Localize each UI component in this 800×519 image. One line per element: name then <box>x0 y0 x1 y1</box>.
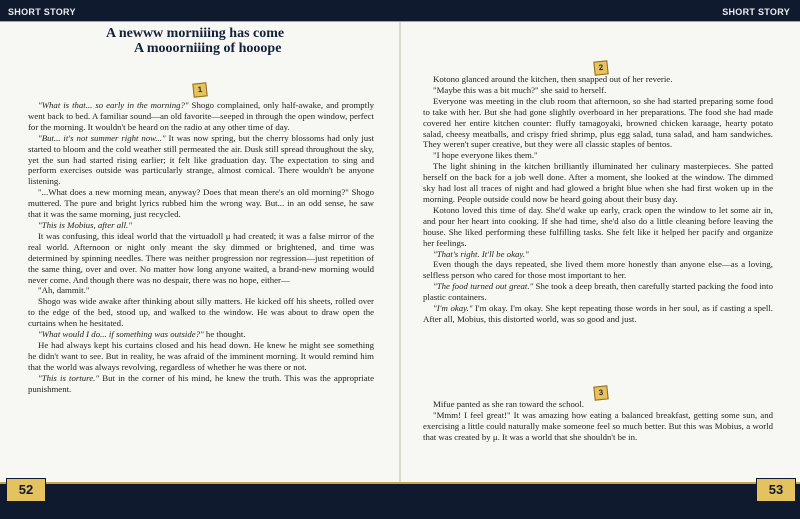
section-label-right: SHORT STORY <box>722 7 790 17</box>
italic-lead: "What is that... so early in the morning?" <box>38 100 189 110</box>
right_page_section2-paragraph <box>423 259 773 281</box>
paragraph-text: "Ah, dammit." <box>38 285 90 296</box>
left_page-paragraph <box>28 329 374 340</box>
right-page-text-section-3 <box>423 399 773 443</box>
italic-lead: "That's right. It'll be okay." <box>433 248 529 259</box>
paragraph-text: "Maybe this was a bit much?" she said to herself. <box>433 84 607 95</box>
right_page_section2-paragraph <box>423 85 773 96</box>
left_page-paragraph <box>28 285 374 296</box>
right_page_section2-paragraph <box>423 150 773 161</box>
italic-lead: "I'm okay." <box>433 303 473 314</box>
paragraph-text: He had always kept his curtains closed and his head down. He knew he might see something he didn't want to see. But in reality, he was afraid of the imminent morning. It would remind him that the world was always revolving, regardless of whether he was there or not. <box>28 339 374 372</box>
right_page_section2-paragraph <box>423 161 773 205</box>
right_page_section2-paragraph <box>423 303 773 325</box>
paragraph-text: "...What does a new morning mean, anyway? Does that mean there's an old morning?" Shogo muttered. The pure and bright lyrics rubbed him the wrong way. But... in an odd sense, he saw that it was the same morning, just recycled. <box>28 187 374 220</box>
right_page_section2-paragraph <box>423 205 773 249</box>
story-title-line-2: A mooorniiing of hooope <box>134 41 282 56</box>
page-number-right: 53 <box>756 478 796 502</box>
footer-band <box>0 484 800 519</box>
paragraph-text: Kotono glanced around the kitchen, then snapped out of her reverie. <box>433 74 673 84</box>
left_page-paragraph <box>28 373 374 395</box>
left_page-paragraph <box>28 187 374 220</box>
paragraph-text: It was now spring, but the cherry blossoms had only just started to bloom and the cold weather still permeated the air. Dusk still spread throughout the sky, yet the sun had started rising earlier; it felt like graduation day. The expectation to sing and perform exercises outside was particularly strange, almost comical. There wouldn't be anyone listening. <box>28 132 374 187</box>
right_page_section2-paragraph <box>423 74 773 85</box>
section-2-badge: 2 <box>593 60 608 75</box>
paragraph-text: The light shining in the kitchen brilliantly illuminated her culinary masterpieces. She patted herself on the back for a job well done. After a moment, she looked at the window. The dimmed sky had lost all traces of night and had glowed a bright blue when she had first woken up in the morning. People outside could now be heard going about their busy day. <box>423 161 773 204</box>
paragraph-text: It was confusing, this ideal world that the virtuadoll μ had created; it was a false mirror of the real world. Afternoon or night only meant the sky dimmed or brightened, and time was determined by spinning needles. There was neither progression nor regression—just repetition of the same thing, over and over. No matter how long anyone waited, a brand-new morning would never come. And though there was no despair, there was no hope, either— <box>28 230 374 285</box>
paragraph-text: Even though the days repeated, she lived them more honestly than anyone else—as a loving, selfless person who cared for those most important to her. <box>423 259 773 281</box>
paragraph-text: "I hope everyone likes them." <box>433 150 538 161</box>
story-title-line-1: A newww morniiing has come <box>106 26 285 41</box>
right_page_section2-paragraph <box>423 281 773 303</box>
right_page_section3-paragraph <box>423 410 773 443</box>
section-1-badge: 1 <box>192 82 207 97</box>
paragraph-text: Kotono loved this time of day. She'd wake up early, crack open the window to let some air in, and pour her heart into cooking. If she had time, she'd also do a little cleaning before leaving the house. She liked performing these fulfilling tasks. She felt like it helped her pacify and organize her feelings. <box>423 204 773 248</box>
italic-lead: "The food turned out great." <box>433 281 534 292</box>
right_page_section2-paragraph <box>423 96 773 151</box>
paragraph-text: Everyone was meeting in the club room that afternoon, so she had started preparing some food to take with her. But she had gone slightly overboard in her preparations. The food she had made covered her entire kitchen counter: fluffy tamagoyaki, browned chicken karaage, hearty potato salad, cheesy meatballs, and crispy fried shrimp, plus egg salad, tuna salad, and ham sandwiches. They weren't super creative, but they were all classic staples of bentos. <box>423 95 773 150</box>
left_page-paragraph <box>28 100 374 133</box>
left_page-paragraph <box>28 340 374 373</box>
section-label-left: SHORT STORY <box>8 7 76 17</box>
paragraph-text: She took a deep breath, then carefully started packing the food into plastic containers. <box>423 281 774 303</box>
left_page-paragraph <box>28 220 374 231</box>
paragraph-text: Mifue panted as she ran toward the school. <box>433 399 584 409</box>
paragraph-text: "Mmm! I feel great!" It was amazing how eating a balanced breakfast, getting some sun, and exercising a little could naturally make someone feel so much better. But this was Mobius, a world that was created by μ. It was a world that she shouldn't be in. <box>423 409 773 442</box>
header-band <box>0 0 800 22</box>
left_page-paragraph <box>28 231 374 286</box>
italic-lead: "But... it's not summer right now..." <box>38 132 166 143</box>
right_page_section2-paragraph <box>423 249 773 260</box>
left-page-text <box>28 100 374 394</box>
paragraph-text: Shogo complained, only half-awake, and promptly went back to bed. A familiar sound—an old favorite—seeped in through the open window, perfect for the morning. It wouldn't be heard on the radio at any other time of day. <box>28 100 374 132</box>
right-page-text-section-2 <box>423 74 773 325</box>
right_page_section3-paragraph <box>423 399 773 410</box>
italic-lead: "This is torture." <box>38 372 100 383</box>
paragraph-text: Shogo was wide awake after thinking about silly matters. He kicked off his sheets, rolled over to the edge of the bed, stood up, and walked to the window. He was about to draw open the curtains when he hesitated. <box>28 296 374 329</box>
italic-lead: "What would I do... if something was outside?" <box>38 329 204 340</box>
italic-lead: "This is Mobius, after all." <box>38 219 132 230</box>
left_page-paragraph <box>28 133 374 188</box>
page-number-left: 52 <box>6 478 46 502</box>
section-3-badge: 3 <box>593 385 608 400</box>
paragraph-text: But in the corner of his mind, he knew the truth. This was the appropriate punishment. <box>28 372 374 394</box>
left_page-paragraph <box>28 296 374 329</box>
story-title <box>100 26 320 56</box>
paragraph-text: I'm okay. I'm okay. She kept repeating those words in her soul, as if casting a spell. After all, Mobius, this distorted world, was so good and just. <box>423 303 773 324</box>
paragraph-text: he thought. <box>203 329 246 340</box>
